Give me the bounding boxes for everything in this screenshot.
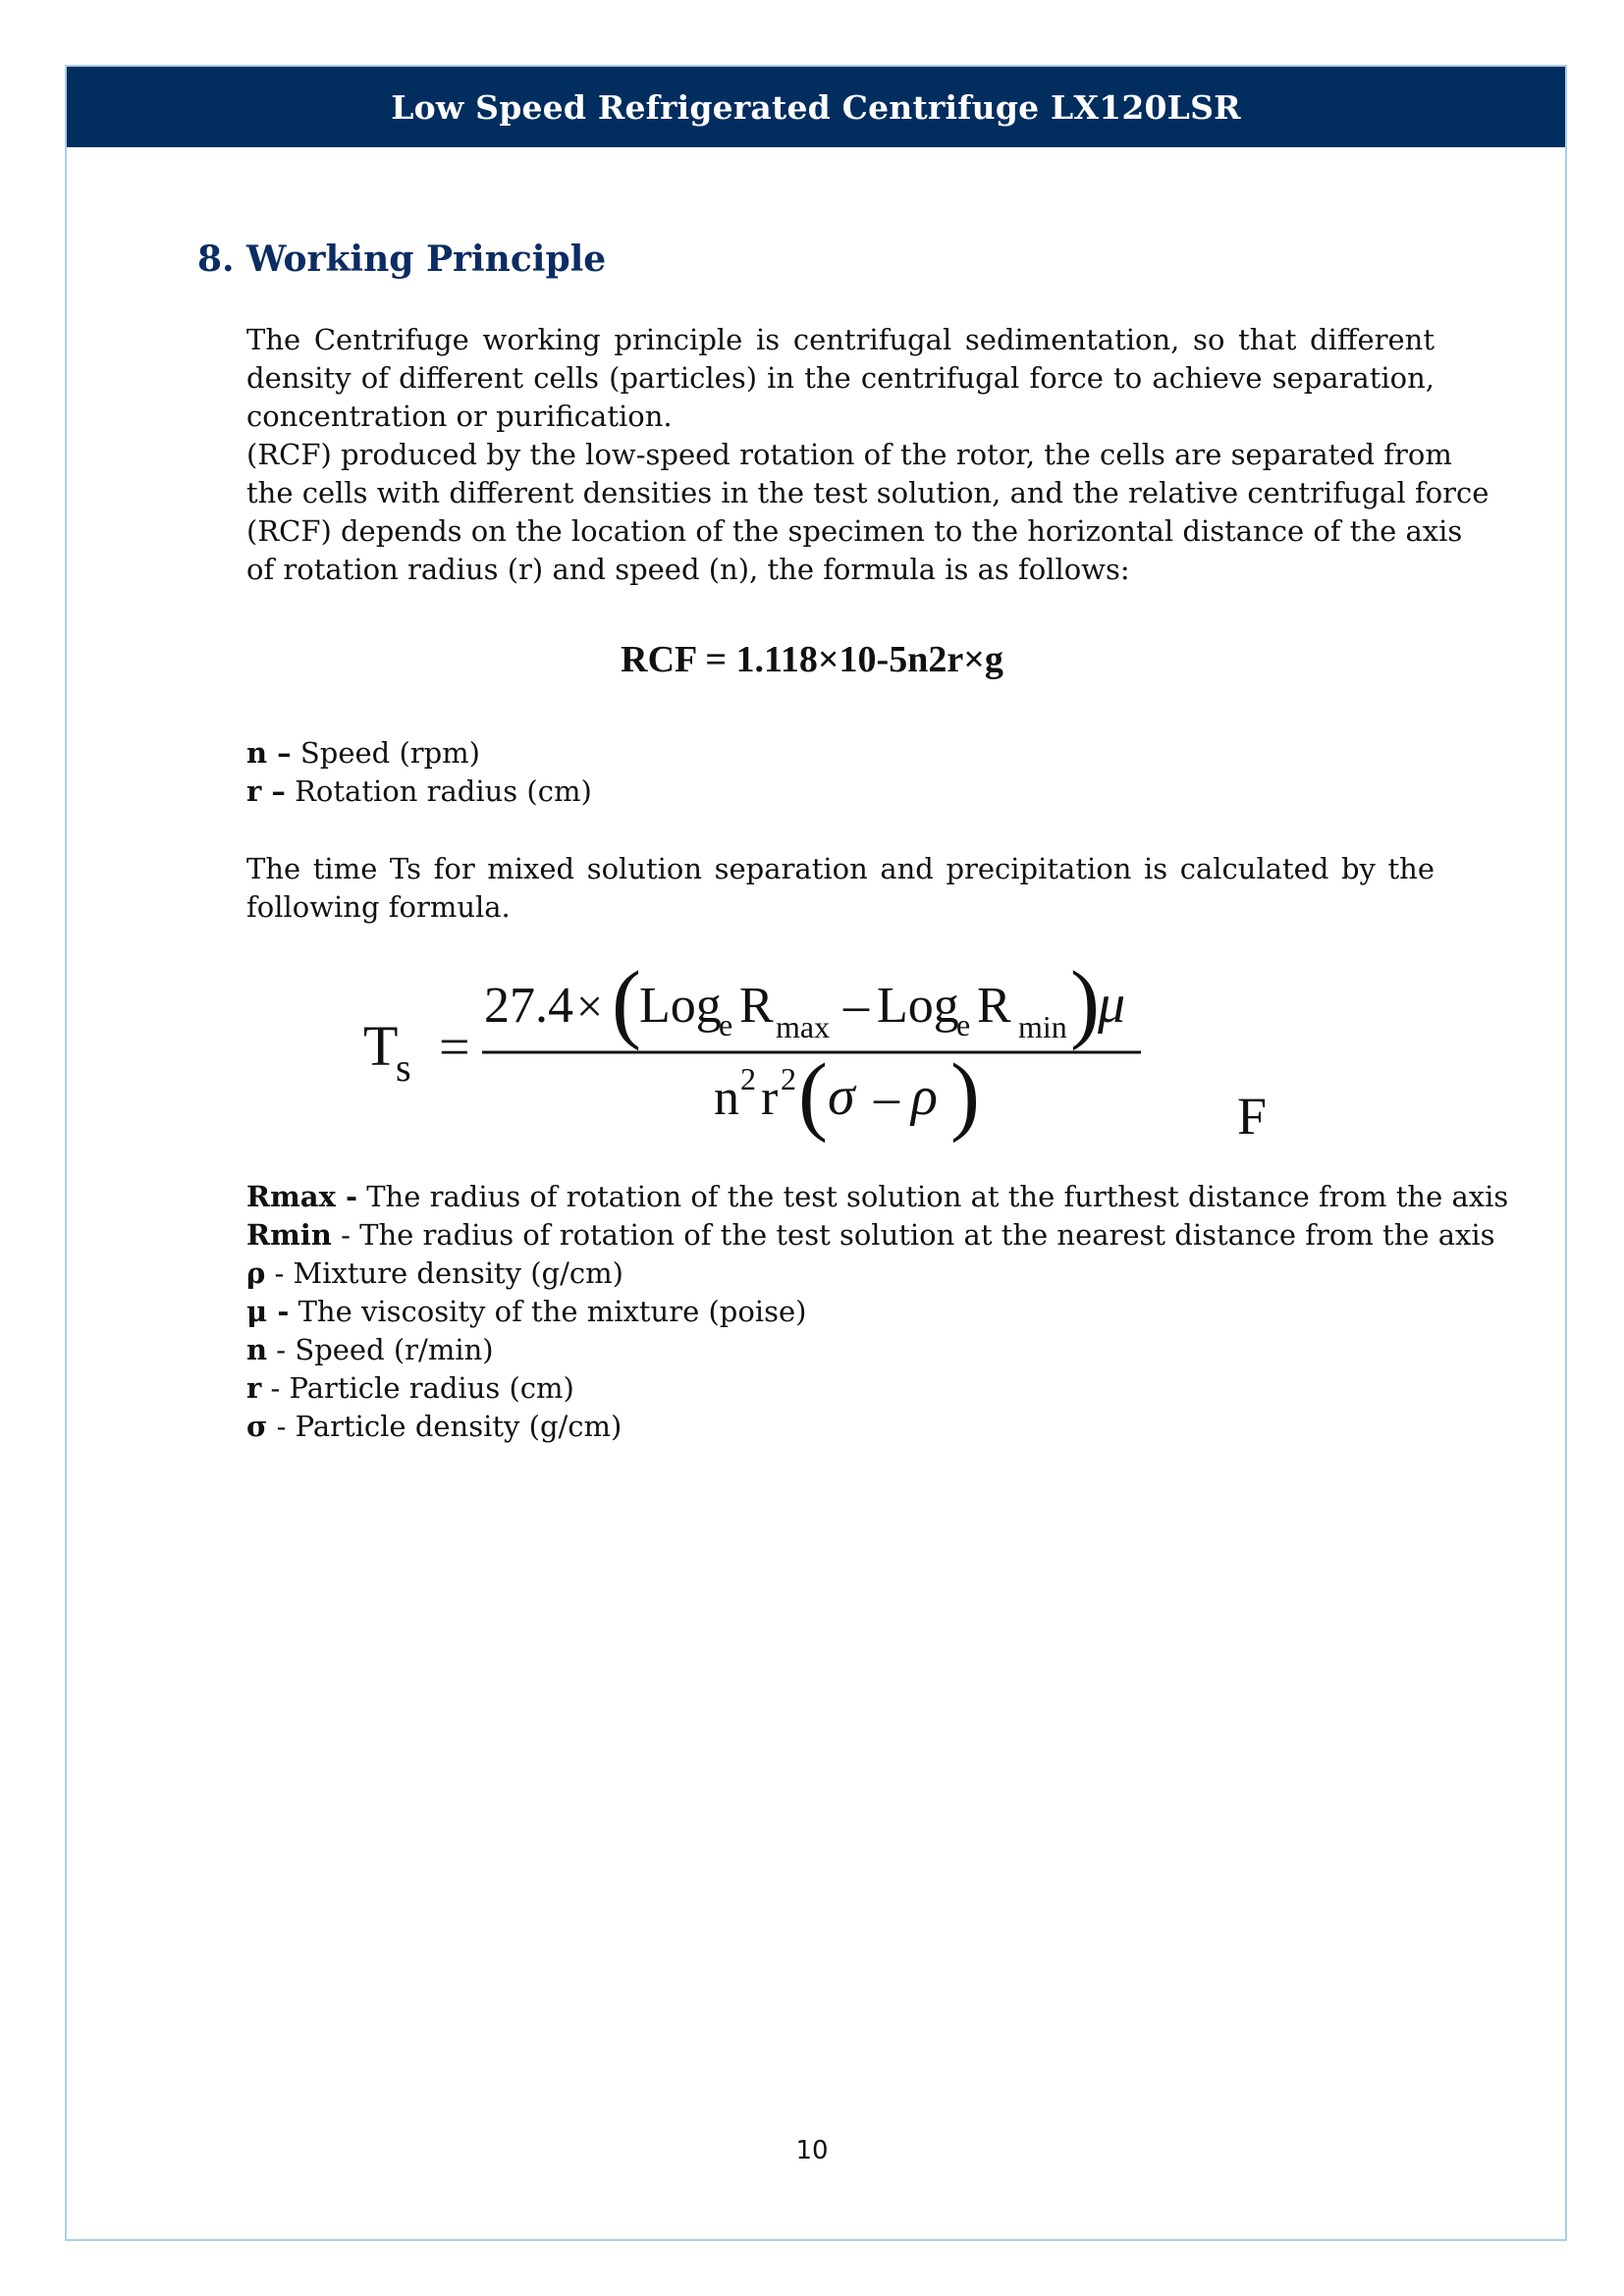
definition-item (246, 1255, 1508, 1293)
ts-den-minus: – (874, 1070, 899, 1126)
ts-rho: ρ (911, 1066, 938, 1127)
ts-coeff: 27.4 (484, 978, 573, 1034)
definition-symbol: n – (246, 736, 292, 770)
ts-paren-open: ( (612, 967, 641, 1051)
definition-item (246, 1178, 1508, 1216)
definition-text: - Particle radius (cm) (261, 1371, 574, 1405)
definition-text: The viscosity of the mixture (poise) (289, 1295, 807, 1328)
definition-symbol: r – (246, 774, 286, 808)
paragraph-line: of rotation radius (r) and speed (n), the formula is as follows: (246, 553, 1130, 586)
ts-den-exp-2: 2 (781, 1061, 796, 1096)
definition-text: - The radius of rotation of the test solution at the nearest distance from the axis (331, 1218, 1495, 1252)
ts-trailing-f: F (1237, 1087, 1268, 1144)
ts-mu: μ (1098, 974, 1126, 1035)
definition-text: - Particle density (g/cm) (267, 1410, 623, 1443)
paragraph-line: (RCF) produced by the low-speed rotation of the rotor, the cells are separated from (246, 438, 1452, 471)
ts-log-base-1: e (719, 1007, 733, 1042)
ts-r-2: R (977, 978, 1011, 1034)
rcf-formula: RCF = 1.118×10-5n2r×g (621, 639, 1003, 680)
header-title: Low Speed Refrigerated Centrifuge LX120LSR (391, 87, 1241, 127)
definition-item (246, 773, 592, 811)
paragraph-line: following formula. (246, 890, 511, 924)
ts-log-1: Log (639, 978, 722, 1034)
definition-text: Rotation radius (cm) (285, 774, 592, 808)
ts-lhs-sub: s (396, 1045, 411, 1090)
definition-item (246, 1369, 1508, 1408)
ts-paren-close: ) (1070, 967, 1100, 1051)
ts-log-base-2: e (956, 1007, 971, 1042)
ts-den-r: r (761, 1070, 779, 1126)
definition-symbol: Rmin (246, 1218, 332, 1252)
document-header (67, 67, 1565, 147)
definition-symbol: ρ (246, 1256, 266, 1290)
ts-lhs: T (363, 1014, 399, 1078)
section-heading (197, 239, 606, 280)
definition-item (246, 1408, 1508, 1446)
ts-equals: = (439, 1017, 470, 1078)
paragraph-line: the cells with different densities in the test solution, and the relative centrifugal force (246, 476, 1489, 509)
ts-log-2: Log (877, 978, 959, 1034)
ts-sigma: σ (828, 1066, 855, 1127)
paragraph-line: (RCF) depends on the location of the specimen to the horizontal distance of the axis (246, 514, 1463, 548)
definition-text: - Mixture density (g/cm) (265, 1256, 623, 1290)
ts-definitions (246, 1178, 1508, 1446)
paragraph-line: The Centrifuge working principle is centrifugal sedimentation, so that different (246, 323, 1435, 356)
ts-den-paren-close: ) (950, 1046, 980, 1144)
ts-minus: – (843, 978, 869, 1034)
ts-formula (358, 967, 1291, 1144)
section-number: 8. (197, 239, 235, 280)
ts-den-exp-1: 2 (740, 1061, 756, 1096)
definition-symbol: r (246, 1371, 262, 1405)
ts-r-1: R (739, 978, 774, 1034)
definition-symbol: n (246, 1333, 268, 1366)
definition-symbol: μ - (246, 1295, 290, 1328)
ts-sub-min: min (1018, 1009, 1067, 1044)
definition-item (246, 1331, 1508, 1369)
definition-symbol: σ (246, 1410, 268, 1443)
page-number: 10 (795, 2136, 829, 2165)
ts-den-n: n (714, 1070, 739, 1126)
definition-item (246, 734, 592, 773)
ts-times: × (576, 981, 604, 1033)
definition-text: The radius of rotation of the test solution at the furthest distance from the axis (357, 1180, 1509, 1213)
ts-den-paren-open: ( (798, 1046, 828, 1144)
definition-text: - Speed (r/min) (267, 1333, 494, 1366)
definition-item (246, 1293, 1508, 1331)
ts-formula-svg (358, 967, 1291, 1144)
paragraph-line: density of different cells (particles) in the centrifugal force to achieve separation, (246, 361, 1435, 395)
definition-symbol: Rmax - (246, 1180, 357, 1213)
intro-paragraph (246, 321, 1489, 589)
definition-item (246, 1216, 1508, 1255)
rcf-definitions (246, 734, 592, 811)
ts-sub-max: max (776, 1009, 831, 1044)
definition-text: Speed (rpm) (291, 736, 480, 770)
ts-paragraph (246, 850, 1435, 927)
section-title: Working Principle (246, 239, 607, 280)
paragraph-line: The time Ts for mixed solution separation and precipitation is calculated by the (246, 852, 1435, 885)
paragraph-line: concentration or purification. (246, 400, 673, 433)
